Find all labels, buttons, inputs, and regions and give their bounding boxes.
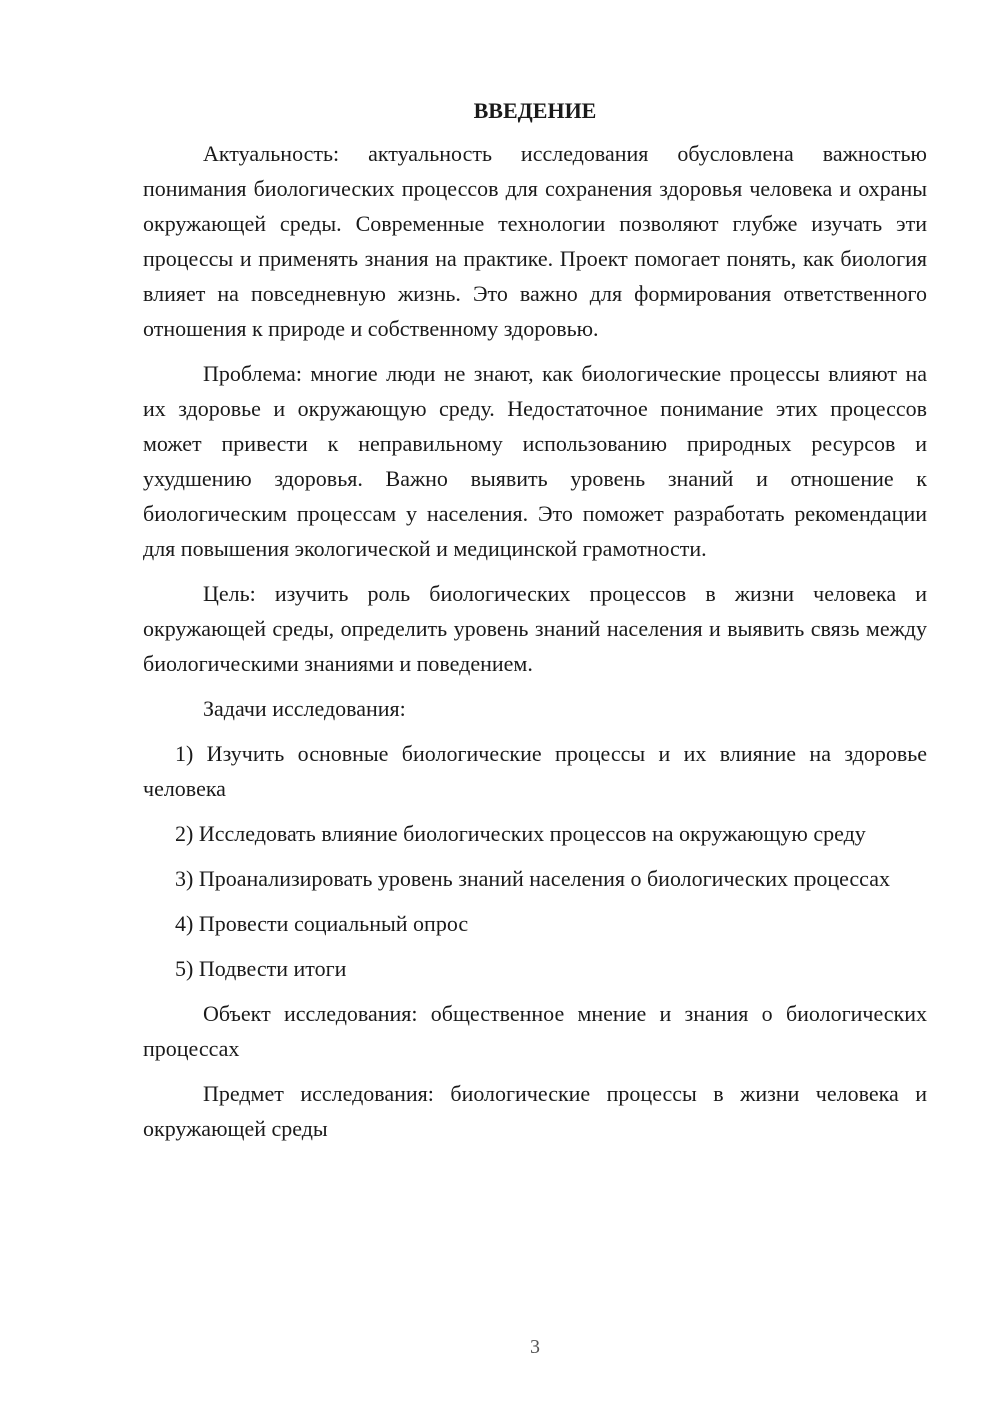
goal-paragraph: Цель: изучить роль биологических процессов в жизни человека и окружающей среды, определить уровень знаний населения и выявить связь между биологическими знаниями и поведением. [143, 581, 927, 676]
task-item: 5) Подвести итоги [175, 956, 347, 981]
task-item: 3) Проанализировать уровень знаний населения о биологических процессах [175, 866, 890, 891]
page-number: 3 [530, 1336, 540, 1358]
page-title: ВВЕДЕНИЕ [473, 98, 597, 123]
task-item: 4) Провести социальный опрос [175, 911, 469, 936]
task-item: 2) Исследовать влияние биологических процессов на окружающую среду [175, 821, 866, 846]
tasks-heading: Задачи исследования: [203, 696, 406, 721]
subject-paragraph: Предмет исследования: биологические процессы в жизни человека и окружающей среды [143, 1081, 927, 1141]
relevance-paragraph: Актуальность: актуальность исследования обусловлена важностью понимания биологических процессов для сохранения здоровья человека и охраны окружающей среды. Современные технологии позволяют глубже изучать эти процессы и применять знания на практике. Проект помогает понять, как биология влияет на повседневную жизнь. Это важно для формирования ответственного отношения к природе и собственному здоровью. [143, 141, 927, 341]
task-item: 1) Изучить основные биологические процессы и их влияние на здоровье человека [143, 741, 927, 801]
object-paragraph: Объект исследования: общественное мнение и знания о биологических процессах [143, 1001, 927, 1061]
problem-paragraph: Проблема: многие люди не знают, как биологические процессы влияют на их здоровье и окружающую среду. Недостаточное понимание этих процессов может привести к неправильному использованию природных ресурсов и ухудшению здоровья. Важно выявить уровень знаний и отношение к биологическим процессам у населения. Это поможет разработать рекомендации для повышения экологической и медицинской грамотности. [143, 361, 927, 561]
page-content [143, 93, 927, 1156]
